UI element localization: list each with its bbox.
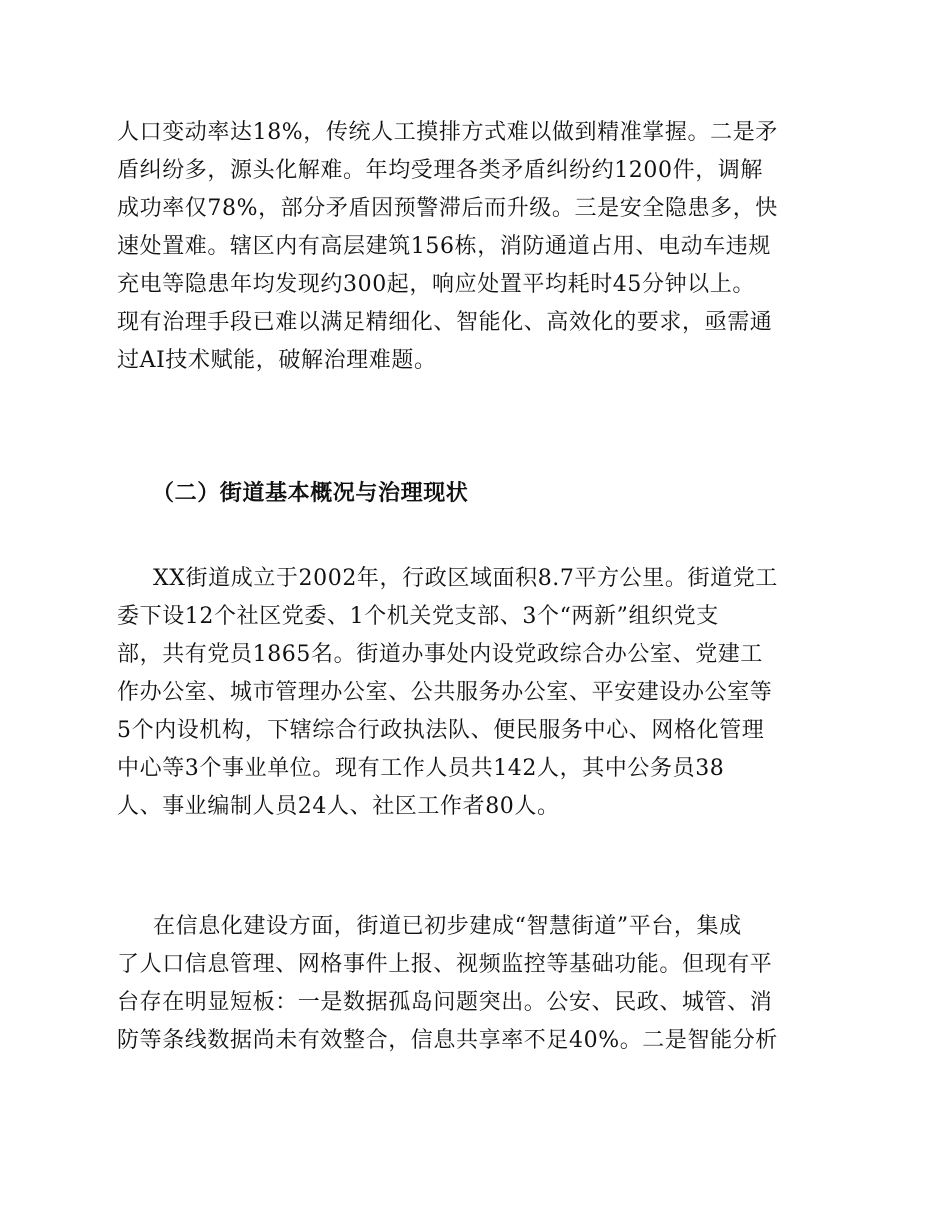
text-line: 部，共有党员1865名。街道办事处内设党政综合办公室、党建工 — [117, 642, 763, 667]
text-line: 现有治理手段已难以满足精细化、智能化、高效化的要求，亟需通 — [117, 310, 773, 335]
paragraph-street-overview — [117, 560, 833, 826]
text-line: 在信息化建设方面，街道已初步建成“智慧街道”平台，集成 — [153, 914, 742, 939]
text-line: 台存在明显短板：一是数据孤岛问题突出。公安、民政、城管、消 — [117, 990, 773, 1015]
text-line: 盾纠纷多，源头化解难。年均受理各类矛盾纠纷约1200件，调解 — [117, 158, 763, 183]
text-line: 人口变动率达18%，传统人工摸排方式难以做到精准掌握。二是矛 — [117, 120, 778, 145]
text-line: 作办公室、城市管理办公室、公共服务办公室、平安建设办公室等 — [117, 680, 773, 705]
section-heading: （二）街道基本概况与治理现状 — [152, 480, 469, 506]
text-line: 人、事业编制人员24人、社区工作者80人。 — [117, 794, 560, 819]
text-line: 防等条线数据尚未有效整合，信息共享率不足40%。二是智能分析 — [117, 1028, 778, 1053]
text-line: 速处置难。辖区内有高层建筑156栋，消防通道占用、电动车违规 — [117, 234, 771, 259]
text-line: 充电等隐患年均发现约300起，响应处置平均耗时45分钟以上。 — [117, 272, 755, 297]
text-line: 成功率仅78%，部分矛盾因预警滞后而升级。三是安全隐患多，快 — [117, 196, 778, 221]
text-line: 过AI技术赋能，破解治理难题。 — [117, 348, 437, 373]
text-line: 中心等3个事业单位。现有工作人员共142人，其中公务员38 — [117, 756, 725, 781]
text-line: 委下设12个社区党委、1个机关党支部、3个“两新”组织党支 — [117, 604, 719, 629]
paragraph-governance-challenges — [117, 114, 833, 380]
paragraph-informatization — [117, 908, 833, 1060]
text-line: 5个内设机构，下辖综合行政执法队、便民服务中心、网格化管理 — [117, 718, 765, 743]
text-line: 了人口信息管理、网格事件上报、视频监控等基础功能。但现有平 — [117, 952, 773, 977]
text-line: XX街道成立于2002年，行政区域面积8.7平方公里。街道党工 — [153, 566, 778, 591]
